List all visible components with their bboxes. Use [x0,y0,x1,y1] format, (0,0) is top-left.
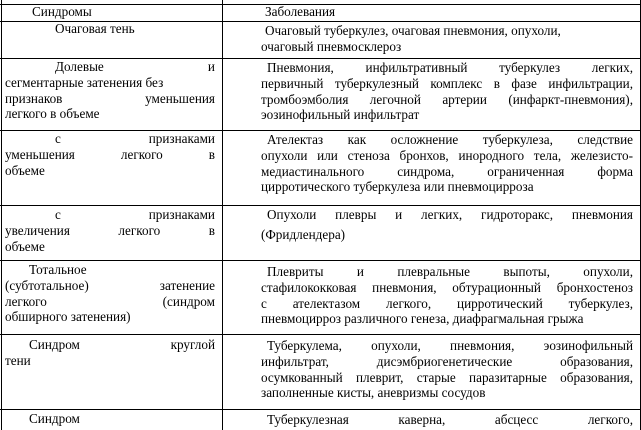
diseases-cell: Плевриты и плевральные выпоты, опухоли, стафилококковая пневмония, обтурационный бронхостеноз с ателектазом легкого, цирротический туберкулез, пневмоцирроз различного генеза, диафрагмальная грыжа [261,264,633,327]
header-diseases: Заболевания [265,4,336,19]
diseases-cell: Пневмония, инфильтративный туберкулез легких, первичный туберкулезный комплекс в фазе инфильтрации, тромбоэмболия легочной артерии (инфаркт-пневмония), эозинофильный инфильтрат [261,60,633,123]
syndrome-cell: Синдром [29,411,80,426]
diseases-cell: Туберкулезная каверна, абсцесс легкого, [267,412,633,427]
table-border-left [1,0,2,430]
row-divider [0,260,641,261]
row-divider [0,409,641,410]
diseases-cell: Опухоли плевры и легких, гидроторакс, пневмония (Фридлендера) [261,207,633,242]
column-divider [222,0,223,430]
diseases-cell: Туберкулема, опухоли, пневмония, эозинофильный инфильтрат, дисэмбриогенетические образования, осумкованный плеврит, старые паразитарные образования, заполненные кисты, аневризмы сосудов [261,338,633,401]
header-syndromes: Синдромы [32,4,92,19]
diseases-cell: Очаговый туберкулез, очаговая пневмония, опухоли, очаговый пневмосклероз [261,23,561,54]
syndrome-cell: Очаговая тень [55,21,135,36]
syndrome-cell: с признаками уменьшения легкого в объеме [5,131,215,178]
row-divider [0,334,641,335]
syndrome-cell: Тотальное (субтотальное) затенение легкого (синдром обширного затенения) [5,262,215,325]
syndrome-cell: Долевые и сегментарные затенения без признаков уменьшения легкого в объеме [5,59,215,122]
syndrome-cell: Синдром круглой тени [5,337,215,368]
row-divider [0,205,641,206]
syndrome-cell: с признаками увеличения легкого в объеме [5,207,215,254]
diseases-cell: Ателектаз как осложнение туберкулеза, следствие опухоли или стеноза бронхов, инородного тела, железисто- медиастинального синдрома, ограниченная форма цирротического туберкулеза или пневмоцирроза [261,132,633,195]
